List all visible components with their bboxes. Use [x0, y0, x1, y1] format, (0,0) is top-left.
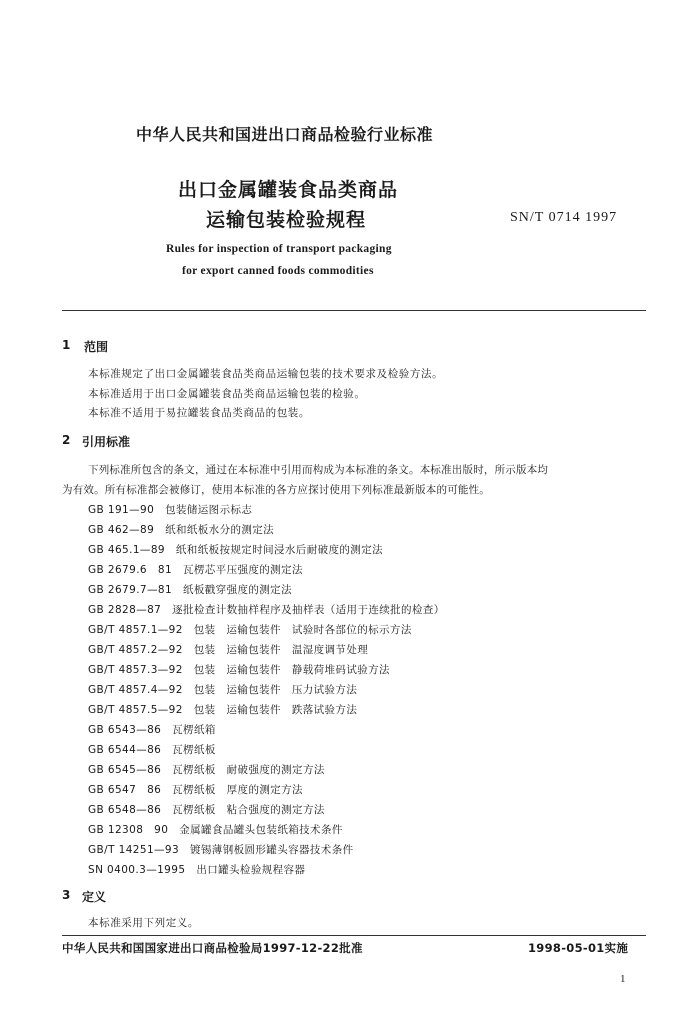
- section1-title: 范围: [84, 340, 109, 354]
- section1-paragraph: 本标准规定了出口金属罐装食品类商品运输包装的技术要求及检验方法。: [88, 368, 444, 380]
- section2-intro: 为有效。所有标准都会被修订，使用本标准的各方应探讨使用下列标准最新版本的可能性。: [62, 484, 490, 496]
- reference-standard: GB/T 4857.2—92 包装 运输包装件 温湿度调节处理: [88, 644, 369, 656]
- reference-standard: GB/T 14251—93 镀锡薄钢板圆形罐头容器技术条件: [88, 844, 354, 856]
- reference-standard: GB 191—90 包装储运图示标志: [88, 504, 253, 516]
- english-title-line2: for export canned foods commodities: [182, 265, 374, 277]
- header-divider: [62, 310, 646, 311]
- reference-standard: SN 0400.3—1995 出口罐头检验规程容器: [88, 864, 306, 876]
- issue-date: 中华人民共和国国家进出口商品检验局1997-12-22批准: [62, 941, 363, 955]
- document-title-line2: 运输包装检验规程: [206, 209, 367, 231]
- section1-paragraph: 本标准适用于出口金属罐装食品类商品运输包装的检验。: [88, 388, 366, 400]
- section3-title: 定义: [82, 890, 107, 904]
- section1-paragraph: 本标准不适用于易拉罐装食品类商品的包装。: [88, 407, 310, 419]
- document-title-line1: 出口金属罐装食品类商品: [178, 179, 399, 201]
- reference-standard: GB 6548—86 瓦楞纸板 粘合强度的测定方法: [88, 804, 325, 816]
- section3-paragraph: 本标准采用下列定义。: [88, 917, 199, 929]
- english-title-line1: Rules for inspection of transport packaging: [166, 243, 392, 255]
- section2-number: 2: [62, 433, 71, 447]
- reference-standard: GB 2679.6 81 瓦楞芯平压强度的测定法: [88, 564, 303, 576]
- standard-code: SN/T 0714 1997: [510, 210, 618, 225]
- reference-standard: GB 462—89 纸和纸板水分的测定法: [88, 524, 275, 536]
- reference-standard: GB 12308 90 金属罐食品罐头包装纸箱技术条件: [88, 824, 343, 836]
- reference-standard: GB/T 4857.1—92 包装 运输包装件 试验时各部位的标示方法: [88, 624, 412, 636]
- reference-standard: GB 6545—86 瓦楞纸板 耐破强度的测定方法: [88, 764, 325, 776]
- reference-standard: GB 6543—86 瓦楞纸箱: [88, 724, 216, 736]
- reference-standard: GB/T 4857.5—92 包装 运输包装件 跌落试验方法: [88, 704, 358, 716]
- section3-number: 3: [62, 888, 71, 902]
- reference-standard: GB 2828—87 逐批检查计数抽样程序及抽样表（适用于连续批的检查）: [88, 604, 445, 616]
- reference-standard: GB 2679.7—81 纸板戳穿强度的测定法: [88, 584, 292, 596]
- page-number: 1: [620, 973, 626, 985]
- section2-intro: 下列标准所包含的条文，通过在本标准中引用而构成为本标准的条文。本标准出版时，所示版本均: [88, 464, 549, 476]
- reference-standard: GB 6544—86 瓦楞纸板: [88, 744, 216, 756]
- footer-divider: [62, 935, 646, 936]
- reference-standard: GB/T 4857.4—92 包装 运输包装件 压力试验方法: [88, 684, 358, 696]
- standard-organization: 中华人民共和国进出口商品检验行业标准: [136, 125, 434, 144]
- section1-number: 1: [62, 338, 71, 352]
- implementation-date: 1998-05-01实施: [528, 941, 629, 955]
- reference-standard: GB/T 4857.3—92 包装 运输包装件 静载荷堆码试验方法: [88, 664, 390, 676]
- reference-standard: GB 6547 86 瓦楞纸板 厚度的测定方法: [88, 784, 303, 796]
- section2-title: 引用标准: [82, 435, 131, 449]
- reference-standard: GB 465.1—89 纸和纸板按规定时间浸水后耐破度的测定法: [88, 544, 383, 556]
